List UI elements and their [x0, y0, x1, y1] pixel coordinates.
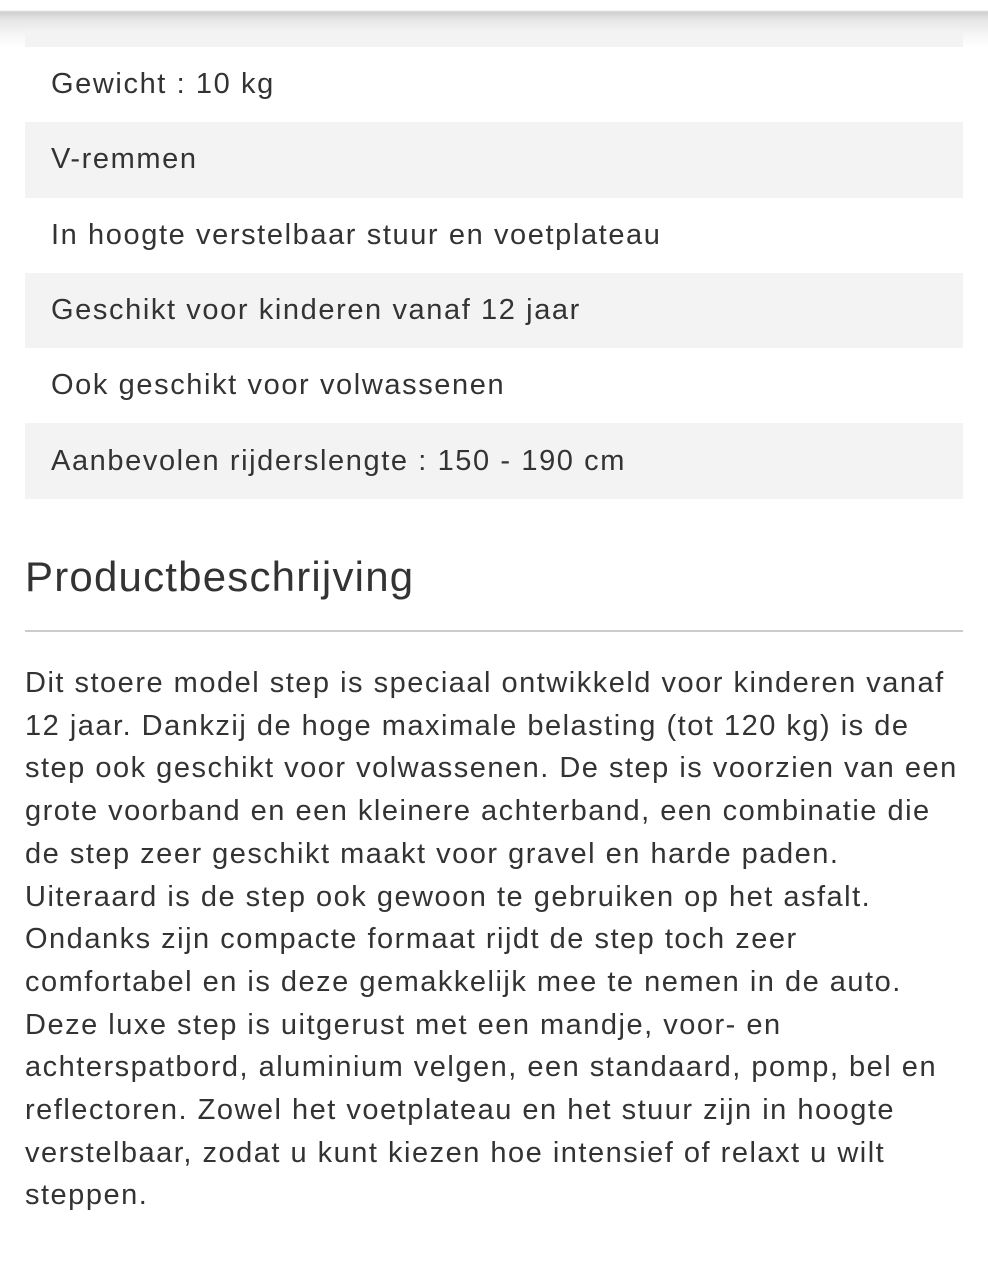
- spec-row-weight: Gewicht : 10 kg: [51, 68, 275, 101]
- spec-row-adjustable: In hoogte verstelbaar stuur en voetplateau: [51, 218, 662, 251]
- spec-row-rider-height: Aanbevolen rijderslengte : 150 - 190 cm: [25, 423, 963, 498]
- product-description: Dit stoere model step is speciaal ontwikkeld voor kinderen vanaf 12 jaar. Dankzij de hoge maximale belasting (tot 120 kg) is de step ook geschikt voor volwassenen. De step is voorzien van een grote voorband en een kleinere achterband, een combinatie die de step zeer geschikt maakt voor gravel en harde paden. Uiteraard is de step ook gewoon te gebruiken op het asfalt. Ondanks zijn compacte formaat rijdt de step toch zeer comfortabel en is deze gemakkelijk mee te nemen in de auto. Deze luxe step is uitgerust met een mandje, voor- en achterspatbord, aluminium velgen, een standaard, pomp, bel en reflectoren. Zowel het voetplateau en het stuur zijn in hoogte verstelbaar, zodat u kunt kiezen hoe intensief of relaxt u wilt steppen.: [25, 667, 958, 1212]
- spec-row-brakes: V-remmen: [25, 122, 963, 197]
- section-divider: [25, 630, 963, 632]
- cut-off-spec-row: [25, 30, 963, 47]
- spec-row-adults: Ook geschikt voor volwassenen: [51, 369, 506, 402]
- spec-list: [25, 47, 963, 499]
- spec-row-age: Geschikt voor kinderen vanaf 12 jaar: [25, 273, 963, 348]
- section-title: Productbeschrijving: [25, 553, 415, 600]
